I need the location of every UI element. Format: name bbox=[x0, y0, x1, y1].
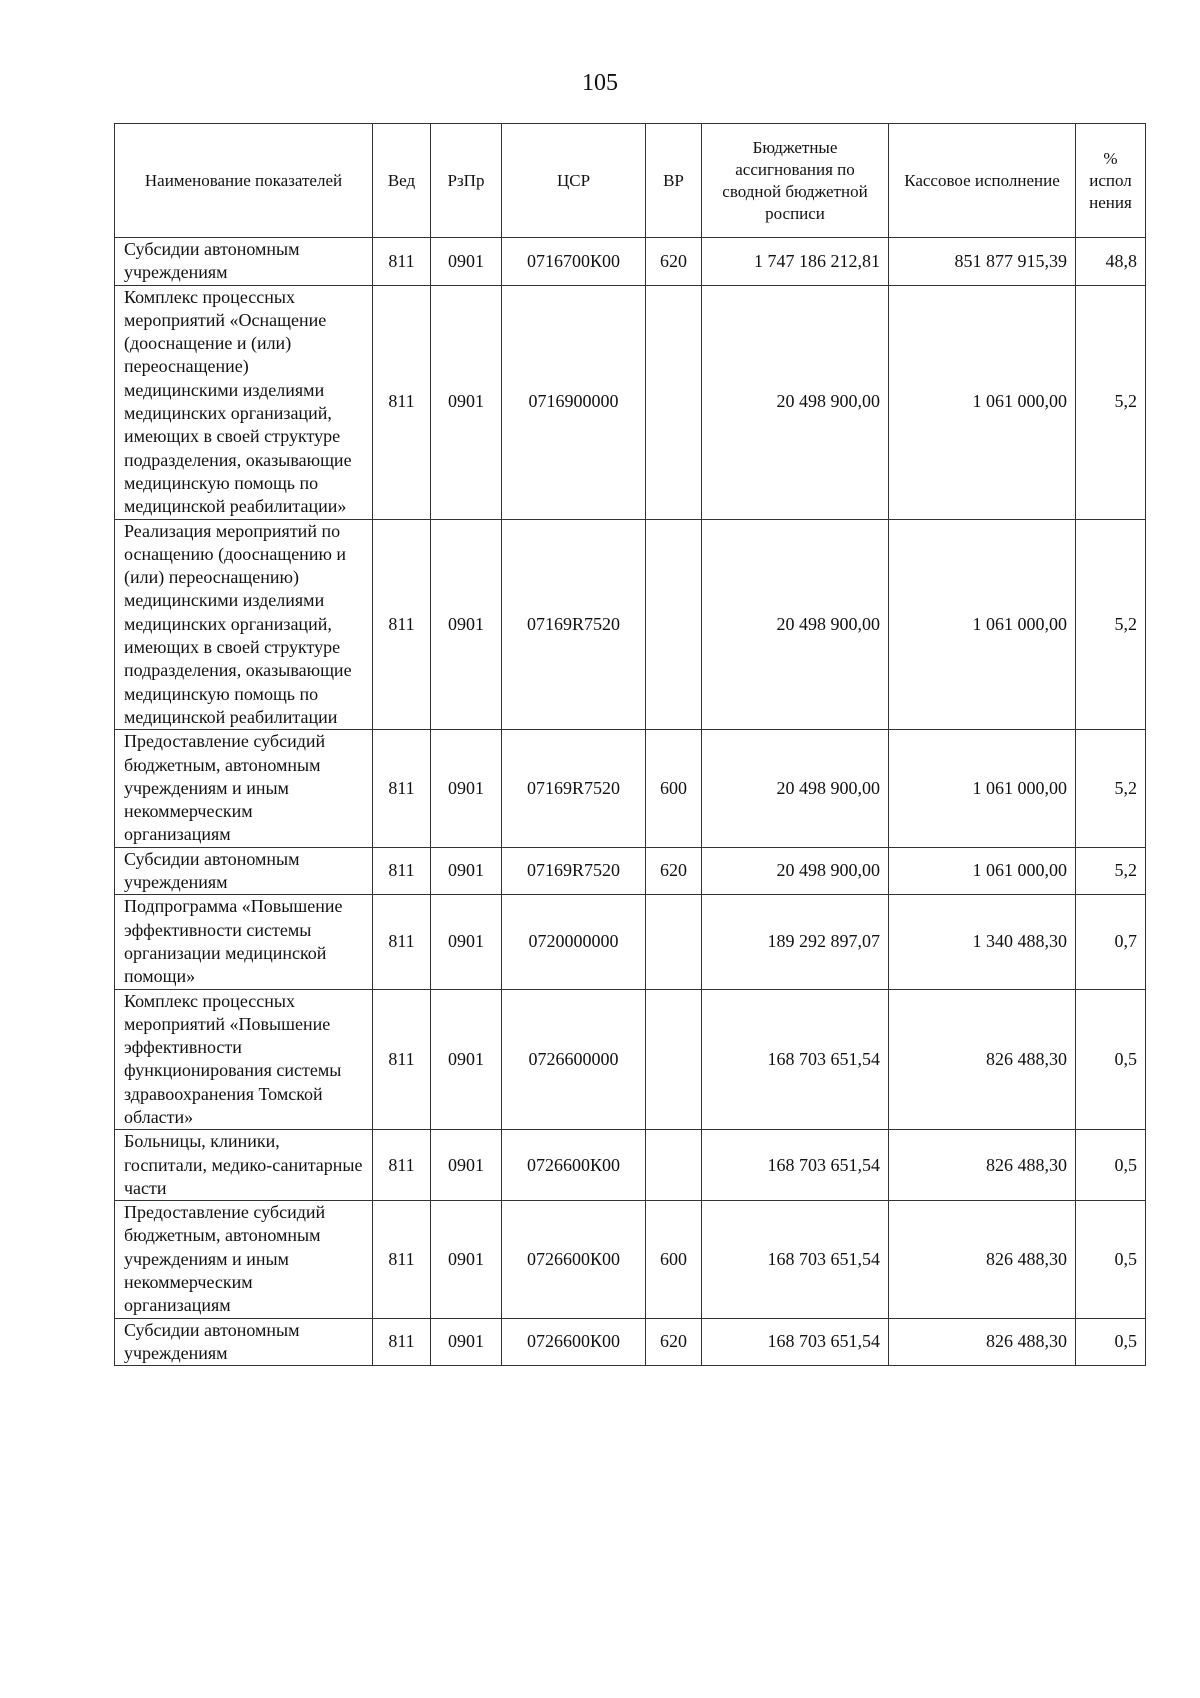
cell-percent: 5,2 bbox=[1076, 519, 1146, 730]
cell-rzpr: 0901 bbox=[431, 1201, 502, 1318]
header-rzpr: РзПр bbox=[431, 124, 502, 238]
cell-ved: 811 bbox=[373, 238, 431, 286]
cell-ved: 811 bbox=[373, 285, 431, 519]
cell-vr: 600 bbox=[646, 1201, 702, 1318]
table-row bbox=[115, 1201, 1146, 1318]
header-vr: ВР bbox=[646, 124, 702, 238]
table-row bbox=[115, 895, 1146, 989]
cell-budget: 20 498 900,00 bbox=[702, 847, 889, 895]
cell-vr bbox=[646, 1130, 702, 1201]
cell-csr: 07169R7520 bbox=[502, 730, 646, 847]
cell-vr bbox=[646, 285, 702, 519]
cell-vr bbox=[646, 519, 702, 730]
table-row bbox=[115, 989, 1146, 1130]
cell-cash: 826 488,30 bbox=[889, 1201, 1076, 1318]
table-row bbox=[115, 519, 1146, 730]
header-csr: ЦСР bbox=[502, 124, 646, 238]
cell-percent: 0,7 bbox=[1076, 895, 1146, 989]
cell-budget: 168 703 651,54 bbox=[702, 1318, 889, 1366]
page-number: 105 bbox=[582, 70, 618, 96]
table-row bbox=[115, 730, 1146, 847]
cell-csr: 0720000000 bbox=[502, 895, 646, 989]
cell-cash: 1 340 488,30 bbox=[889, 895, 1076, 989]
cell-csr: 0726600К00 bbox=[502, 1130, 646, 1201]
cell-csr: 0716900000 bbox=[502, 285, 646, 519]
cell-budget: 189 292 897,07 bbox=[702, 895, 889, 989]
cell-cash: 826 488,30 bbox=[889, 1130, 1076, 1201]
table-row bbox=[115, 285, 1146, 519]
cell-percent: 5,2 bbox=[1076, 730, 1146, 847]
cell-csr: 0716700К00 bbox=[502, 238, 646, 286]
cell-cash: 826 488,30 bbox=[889, 1318, 1076, 1366]
cell-percent: 0,5 bbox=[1076, 1201, 1146, 1318]
cell-rzpr: 0901 bbox=[431, 730, 502, 847]
cell-vr: 620 bbox=[646, 238, 702, 286]
cell-cash: 826 488,30 bbox=[889, 989, 1076, 1130]
cell-ved: 811 bbox=[373, 989, 431, 1130]
table-row bbox=[115, 847, 1146, 895]
cell-ved: 811 bbox=[373, 1318, 431, 1366]
cell-name: Реализация мероприятий по оснащению (дооснащению и (или) переоснащению) медицинскими изделиями медицинских организаций, имеющих в своей структуре подразделения, оказывающие медицинскую помощь по медицинской реабилитации bbox=[115, 519, 373, 730]
cell-name: Субсидии автономным учреждениям bbox=[115, 238, 373, 286]
cell-name: Больницы, клиники, госпитали, медико-санитарные части bbox=[115, 1130, 373, 1201]
cell-name: Комплекс процессных мероприятий «Повышение эффективности функционирования системы здравоохранения Томской области» bbox=[115, 989, 373, 1130]
header-percent: % испол нения bbox=[1076, 124, 1146, 238]
cell-csr: 07169R7520 bbox=[502, 847, 646, 895]
cell-cash: 1 061 000,00 bbox=[889, 285, 1076, 519]
cell-vr bbox=[646, 895, 702, 989]
cell-ved: 811 bbox=[373, 730, 431, 847]
cell-name: Предоставление субсидий бюджетным, автономным учреждениям и иным некоммерческим организациям bbox=[115, 730, 373, 847]
cell-csr: 07169R7520 bbox=[502, 519, 646, 730]
cell-budget: 168 703 651,54 bbox=[702, 1201, 889, 1318]
cell-budget: 1 747 186 212,81 bbox=[702, 238, 889, 286]
cell-budget: 168 703 651,54 bbox=[702, 989, 889, 1130]
cell-csr: 0726600К00 bbox=[502, 1318, 646, 1366]
cell-rzpr: 0901 bbox=[431, 519, 502, 730]
cell-cash: 1 061 000,00 bbox=[889, 847, 1076, 895]
cell-rzpr: 0901 bbox=[431, 238, 502, 286]
cell-cash: 1 061 000,00 bbox=[889, 730, 1076, 847]
cell-vr bbox=[646, 989, 702, 1130]
table-header-row bbox=[115, 124, 1146, 238]
cell-percent: 5,2 bbox=[1076, 285, 1146, 519]
cell-vr: 620 bbox=[646, 847, 702, 895]
header-cash: Кассовое исполнение bbox=[889, 124, 1076, 238]
cell-percent: 0,5 bbox=[1076, 1130, 1146, 1201]
cell-percent: 0,5 bbox=[1076, 989, 1146, 1130]
header-ved: Вед bbox=[373, 124, 431, 238]
cell-rzpr: 0901 bbox=[431, 847, 502, 895]
cell-name: Субсидии автономным учреждениям bbox=[115, 847, 373, 895]
cell-ved: 811 bbox=[373, 1130, 431, 1201]
cell-cash: 1 061 000,00 bbox=[889, 519, 1076, 730]
cell-budget: 168 703 651,54 bbox=[702, 1130, 889, 1201]
budget-table bbox=[114, 123, 1146, 1366]
header-name: Наименование показателей bbox=[115, 124, 373, 238]
cell-rzpr: 0901 bbox=[431, 1130, 502, 1201]
cell-cash: 851 877 915,39 bbox=[889, 238, 1076, 286]
cell-budget: 20 498 900,00 bbox=[702, 285, 889, 519]
cell-budget: 20 498 900,00 bbox=[702, 730, 889, 847]
cell-rzpr: 0901 bbox=[431, 895, 502, 989]
cell-csr: 0726600К00 bbox=[502, 1201, 646, 1318]
cell-vr: 600 bbox=[646, 730, 702, 847]
cell-name: Субсидии автономным учреждениям bbox=[115, 1318, 373, 1366]
cell-ved: 811 bbox=[373, 1201, 431, 1318]
cell-name: Предоставление субсидий бюджетным, автономным учреждениям и иным некоммерческим организациям bbox=[115, 1201, 373, 1318]
cell-rzpr: 0901 bbox=[431, 989, 502, 1130]
cell-name: Комплекс процессных мероприятий «Оснащение (дооснащение и (или) переоснащение) медицинскими изделиями медицинских организаций, имеющих в своей структуре подразделения, оказывающие медицинскую помощь по медицинской реабилитации» bbox=[115, 285, 373, 519]
table-row bbox=[115, 1130, 1146, 1201]
cell-csr: 0726600000 bbox=[502, 989, 646, 1130]
cell-ved: 811 bbox=[373, 519, 431, 730]
cell-ved: 811 bbox=[373, 895, 431, 989]
cell-percent: 48,8 bbox=[1076, 238, 1146, 286]
cell-rzpr: 0901 bbox=[431, 1318, 502, 1366]
cell-percent: 5,2 bbox=[1076, 847, 1146, 895]
cell-budget: 20 498 900,00 bbox=[702, 519, 889, 730]
cell-percent: 0,5 bbox=[1076, 1318, 1146, 1366]
table-row bbox=[115, 238, 1146, 286]
cell-ved: 811 bbox=[373, 847, 431, 895]
cell-name: Подпрограмма «Повышение эффективности системы организации медицинской помощи» bbox=[115, 895, 373, 989]
header-budget: Бюджетные ассигнования по сводной бюджетной росписи bbox=[702, 124, 889, 238]
cell-vr: 620 bbox=[646, 1318, 702, 1366]
cell-rzpr: 0901 bbox=[431, 285, 502, 519]
table-row bbox=[115, 1318, 1146, 1366]
